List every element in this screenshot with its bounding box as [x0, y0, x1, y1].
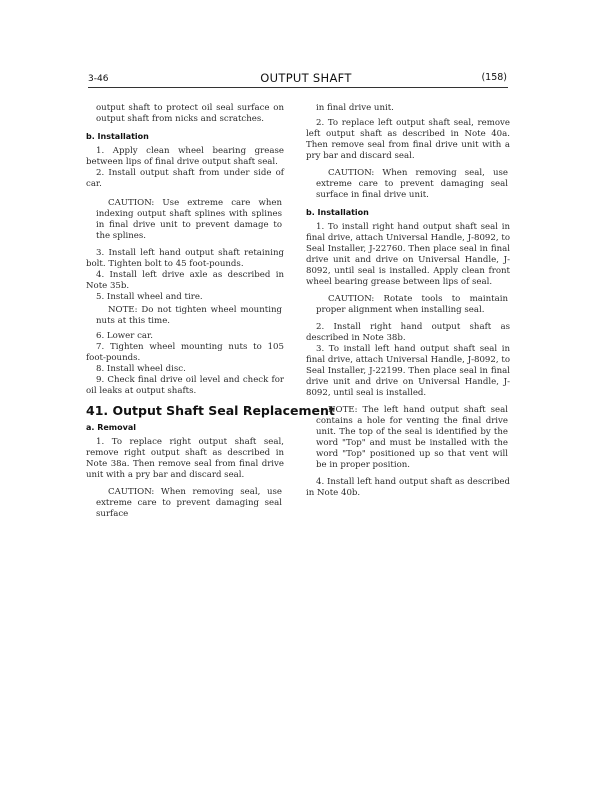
step: 3. Install left hand output shaft retaining bolt. Tighten bolt to 45 foot-pounds.: [86, 248, 284, 269]
caution: CAUTION: When removing seal, use extreme care to prevent damaging seal surface in final drive unit.: [316, 168, 508, 200]
note: NOTE: The left hand output shaft seal contains a hole for venting the final drive unit. The top of the seal is identified by the word "Top" and must be installed with the word "Top" positioned up so that vent will be in proper position.: [316, 405, 508, 470]
step: 4. Install left drive axle as described in Note 35b.: [86, 270, 284, 291]
caution: CAUTION: Use extreme care when indexing output shaft splines with splines in final drive unit to prevent damage to the splines.: [96, 198, 282, 241]
paragraph: in final drive unit.: [316, 103, 394, 113]
step: 9. Check final drive oil level and check for oil leaks at output shafts.: [86, 375, 284, 396]
caution: CAUTION: Rotate tools to maintain proper alignment when installing seal.: [316, 294, 508, 315]
step: 3. To install left hand output shaft seal in final drive, attach Universal Handle, J-8092, to Seal Installer, J-22199. Then place seal in final drive unit and drive on Universal Handle, J-8092, until seal is installed.: [306, 344, 510, 398]
step: 8. Install wheel disc.: [96, 364, 186, 374]
step: 1. To replace right output shaft seal, remove right output shaft as described in Note 38a. Then remove seal from final drive unit with a pry bar and discard seal.: [86, 437, 284, 480]
subheading-installation: b. Installation: [86, 132, 149, 141]
page-title: OUTPUT SHAFT: [260, 71, 352, 85]
subheading-installation: b. Installation: [306, 208, 369, 217]
subheading-removal: a. Removal: [86, 423, 136, 432]
paragraph: output shaft to protect oil seal surface on output shaft from nicks and scratches.: [96, 103, 284, 124]
step: 6. Lower car.: [96, 331, 153, 341]
page-number: 3-46: [88, 74, 109, 84]
left-column: [86, 103, 335, 520]
step: 2. Install output shaft from under side of car.: [86, 168, 284, 189]
step: 5. Install wheel and tire.: [96, 292, 203, 302]
caution: CAUTION: When removing seal, use extreme care to prevent damaging seal surface: [96, 487, 282, 519]
section-heading: 41. Output Shaft Seal Replacement: [86, 403, 335, 418]
step: 7. Tighten wheel mounting nuts to 105 foot-pounds.: [86, 342, 284, 363]
step: 2. Install right hand output shaft as described in Note 38b.: [306, 322, 510, 343]
page-code: (158): [481, 72, 507, 83]
step: 2. To replace left output shaft seal, remove left output shaft as described in Note 40a. Then remove seal from final drive unit with a pry bar and discard seal.: [306, 118, 510, 161]
step: 4. Install left hand output shaft as described in Note 40b.: [306, 477, 510, 498]
step: 1. To install right hand output shaft seal in final drive, attach Universal Handle, J-8092, to Seal Installer, J-22760. Then place seal in final drive unit and drive on Universal Handle, J-8092, until seal is installed. Apply clean front wheel bearing grease between lips of seal.: [306, 222, 510, 287]
step: 1. Apply clean wheel bearing grease between lips of final drive output shaft seal.: [86, 146, 284, 167]
right-column: [306, 103, 510, 499]
header-rule: [88, 87, 508, 88]
note: NOTE: Do not tighten wheel mounting nuts at this time.: [96, 305, 282, 326]
